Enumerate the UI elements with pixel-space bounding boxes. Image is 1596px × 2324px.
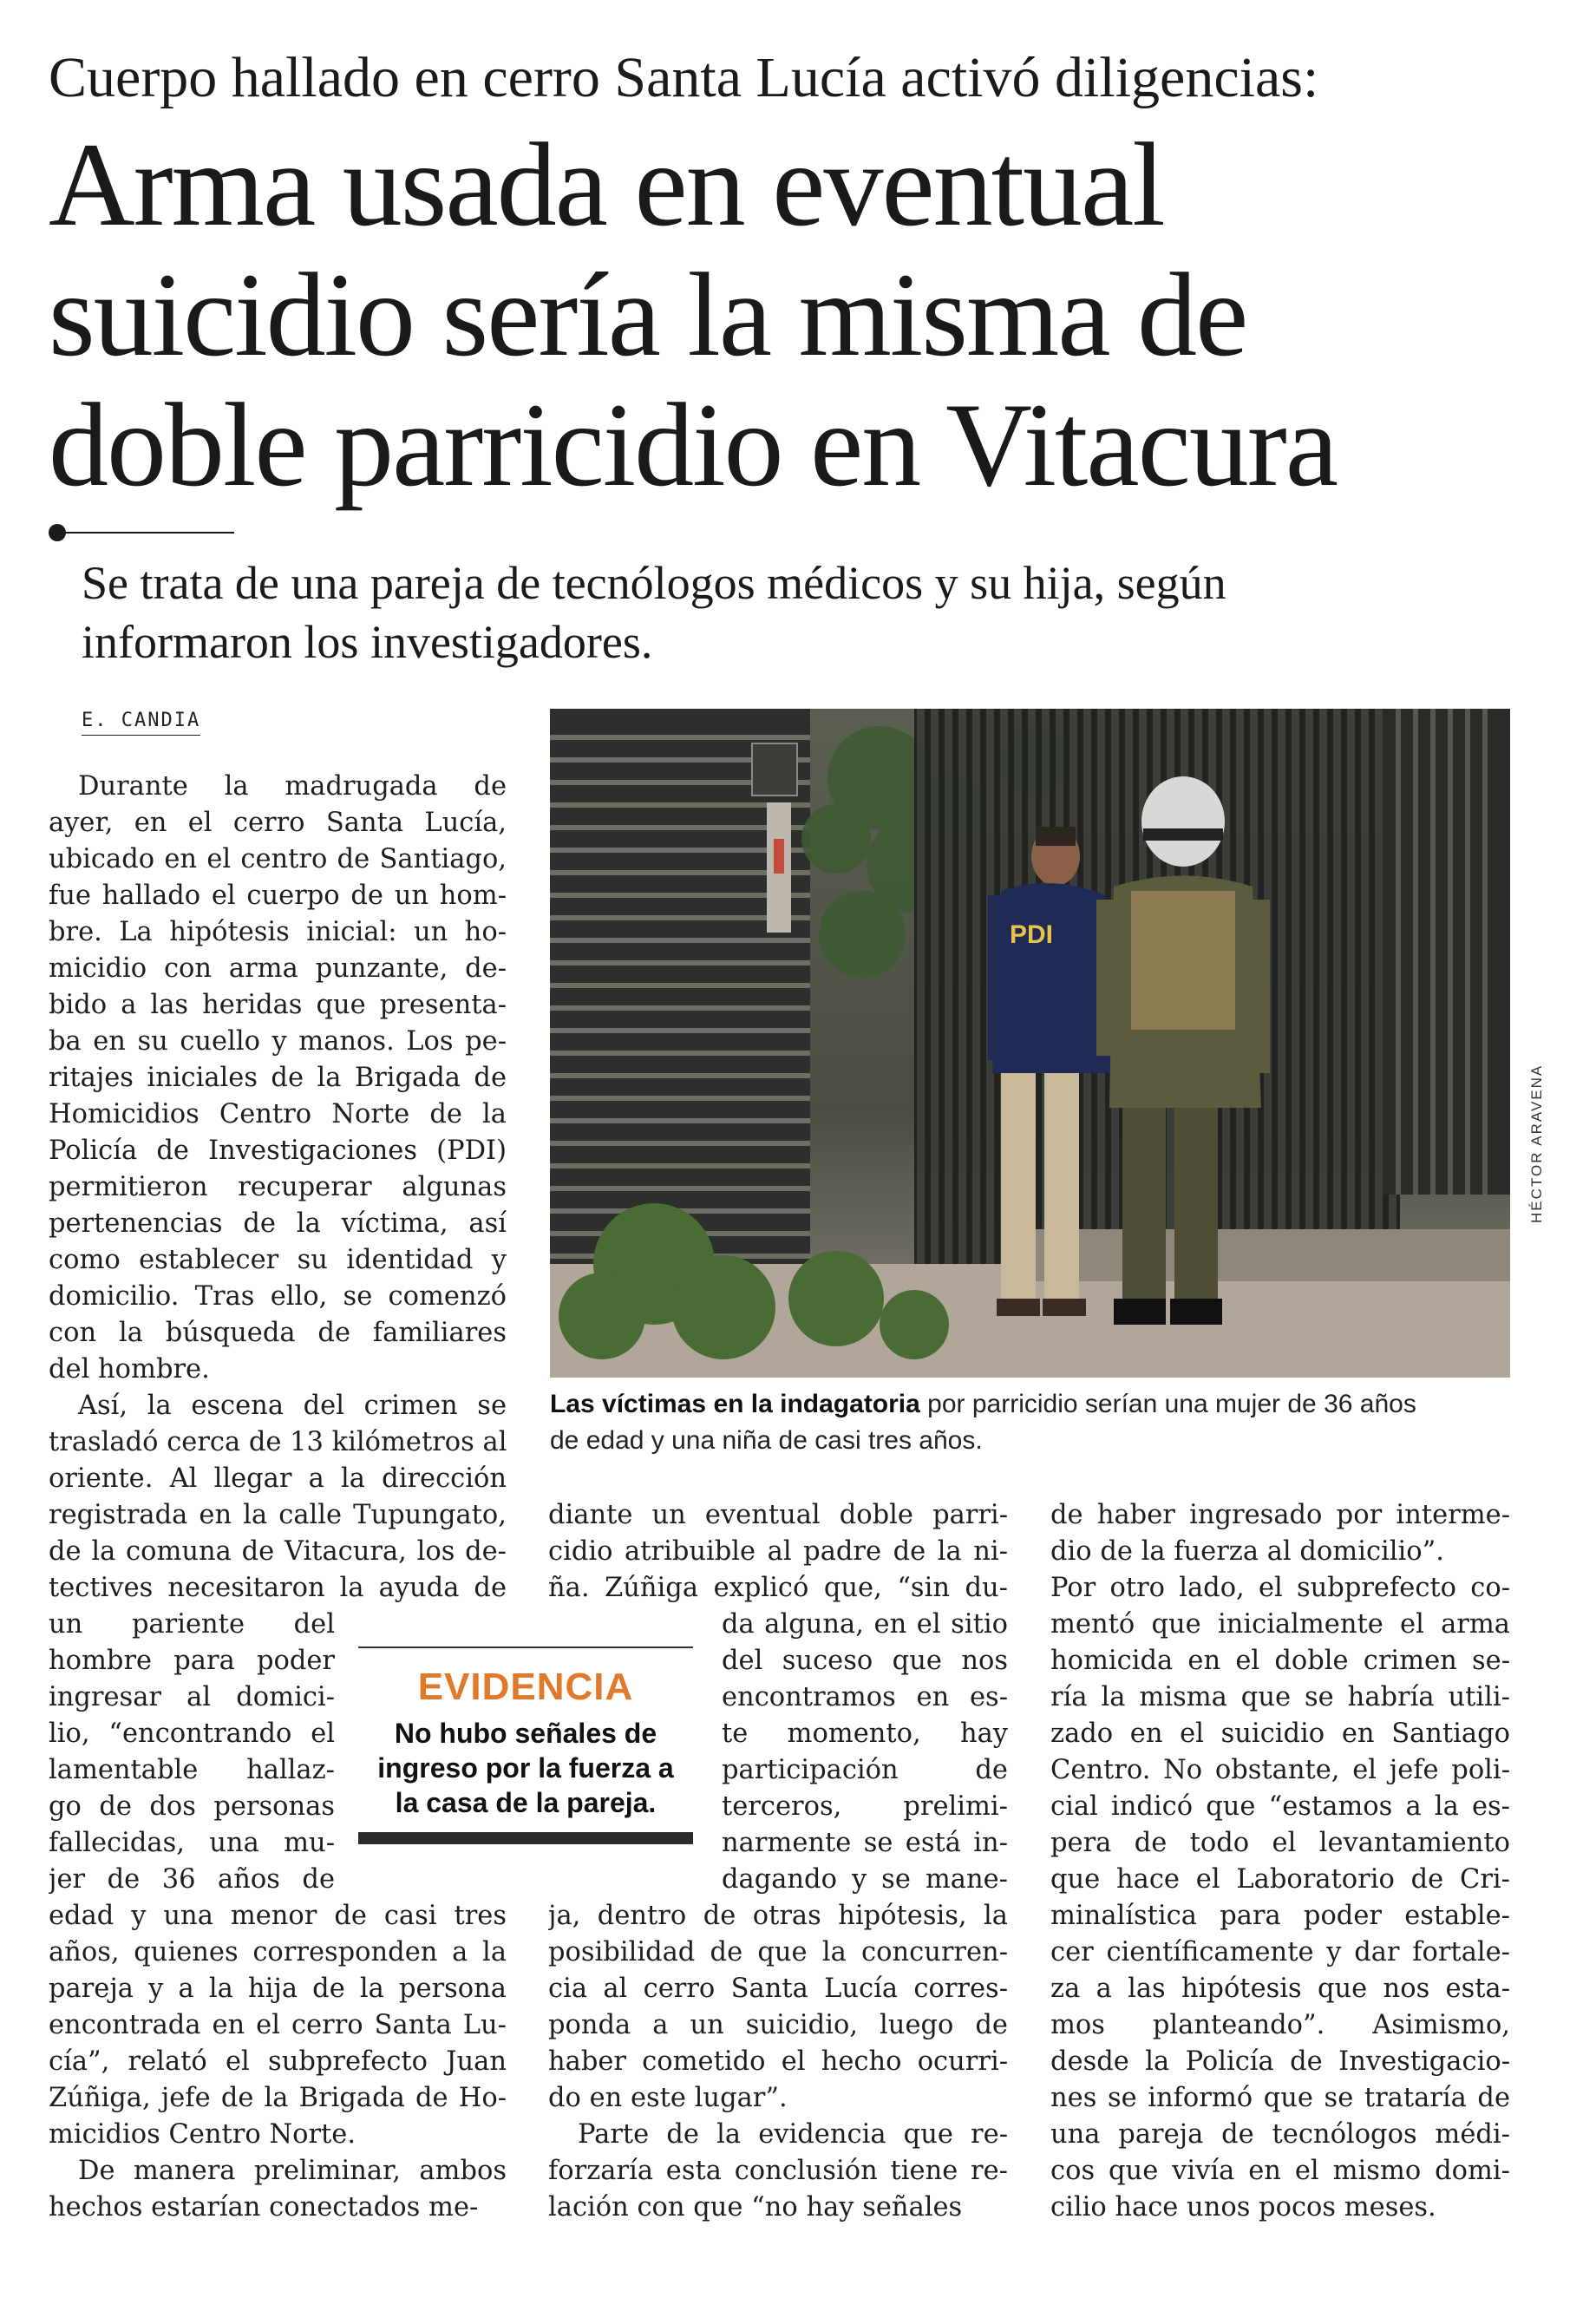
body-line: cial indicó que “estamos a la es- [1050, 1791, 1510, 1822]
photo-credit: HÉCTOR ARAVENA [1528, 1064, 1545, 1223]
callout-line: No hubo señales de [394, 1718, 657, 1749]
body-line: ña. Zúñiga explicó que, “sin du- [548, 1573, 1008, 1603]
body-line: encontramos en es- [722, 1682, 1008, 1712]
body-line: pera de todo el levantamiento [1050, 1828, 1510, 1858]
body-line: permitieron recuperar algunas [49, 1172, 507, 1202]
body-line: trasladó cerca de 13 kilómetros al [49, 1427, 507, 1457]
body-line: lación con que “no hay señales [548, 2192, 963, 2223]
article-photo [550, 709, 1510, 1378]
deck-line: Se trata de una pareja de tecnólogos médicos y su hija, según [82, 557, 1226, 609]
body-line: oriente. Al llegar a la dirección [49, 1463, 507, 1494]
body-line: cia al cerro Santa Lucía corres- [548, 1974, 1008, 2004]
body-line: micidio con arma punzante, de- [49, 953, 507, 984]
photo-caption [550, 1386, 1513, 1459]
body-line: domicilio. Tras ello, se comenzó [49, 1281, 507, 1312]
body-line: Por otro lado, el subprefecto co- [1050, 1573, 1510, 1603]
body-line: edad y una menor de casi tres [49, 1901, 507, 1931]
body-line: encontrada en el cerro Santa Lu- [49, 2010, 507, 2040]
body-line: fallecidas, una mu- [49, 1828, 335, 1858]
body-line: tectives necesitaron la ayuda de [49, 1573, 507, 1603]
body-line: mentó que inicialmente el arma [1050, 1609, 1510, 1640]
body-line: participación de [722, 1755, 1008, 1785]
callout-top-rule [358, 1646, 693, 1648]
callout-line: ingreso por la fuerza a [377, 1752, 674, 1784]
body-line: dagando y se mane- [722, 1864, 1008, 1895]
headline-line: doble parricidio en Vitacura [49, 378, 1338, 511]
body-line: desde la Policía de Investigacio- [1050, 2046, 1510, 2077]
body-line: mos planteando”. Asimismo, [1050, 2010, 1510, 2040]
body-line: lamentable hallaz- [49, 1755, 335, 1785]
body-line: cidio atribuible al padre de la ni- [548, 1536, 1008, 1567]
body-line: diante un eventual doble parri- [548, 1500, 1008, 1530]
body-line: ingresar al domici- [49, 1682, 335, 1712]
body-line: hombre para poder [49, 1646, 335, 1676]
body-line: años, quienes corresponden a la [49, 1937, 507, 1967]
body-column-2 [548, 1497, 1008, 2226]
body-line: una pareja de tecnólogos médi- [1050, 2119, 1510, 2150]
callout-bottom-bar [358, 1832, 693, 1844]
body-line: como establecer su identidad y [49, 1245, 507, 1275]
kicker: Cuerpo hallado en cerro Santa Lucía activó diligencias: [49, 46, 1319, 109]
body-line: cilio hace unos pocos meses. [1050, 2192, 1436, 2223]
headline [49, 120, 1575, 510]
body-line: te momento, hay [722, 1718, 1008, 1749]
deck [82, 553, 1556, 671]
body-line: forzaría esta conclusión tiene re- [548, 2156, 1008, 2186]
headline-line: Arma usada en eventual [49, 118, 1164, 251]
body-line: pertenencias de la víctima, así [49, 1208, 507, 1239]
body-line: pareja y a la hija de la persona [49, 1974, 507, 2004]
body-line: Homicidios Centro Norte de la [49, 1099, 507, 1129]
body-line: bre. La hipótesis inicial: un ho- [49, 917, 507, 947]
body-line: de la comuna de Vitacura, los de- [49, 1536, 507, 1567]
caption-line [550, 1386, 1513, 1423]
body-line: registrada en la calle Tupungato, [49, 1500, 507, 1530]
vest-label: PDI [1010, 920, 1054, 949]
body-line: que hace el Laboratorio de Cri- [1050, 1864, 1510, 1895]
body-line: ritajes iniciales de la Brigada de [49, 1063, 507, 1093]
body-line: cos que vivía en el mismo domi- [1050, 2156, 1510, 2186]
evidence-callout [358, 1646, 693, 1848]
callout-line: la casa de la pareja. [395, 1787, 657, 1818]
body-line: Centro. No obstante, el jefe poli- [1050, 1755, 1510, 1785]
body-line: jer de 36 años de [49, 1864, 335, 1895]
body-line: bido a las heridas que presenta- [49, 990, 507, 1020]
body-line: go de dos personas [49, 1791, 335, 1822]
body-line: Durante la madrugada de [78, 771, 507, 802]
body-line: terceros, prelimi- [722, 1791, 1008, 1822]
body-line: da alguna, en el sitio [722, 1609, 1008, 1640]
body-line: Policía de Investigaciones (PDI) [49, 1136, 507, 1166]
body-line: za a las hipótesis que nos esta- [1050, 1974, 1510, 2004]
body-line: lio, “encontrando el [49, 1718, 335, 1749]
body-line: micidios Centro Norte. [49, 2119, 356, 2150]
caption-line: de edad y una niña de casi tres años. [550, 1426, 983, 1455]
body-line: ayer, en el cerro Santa Lucía, [49, 808, 507, 838]
byline: E. CANDIA [82, 710, 200, 736]
body-line: hechos estarían conectados me- [49, 2192, 479, 2223]
body-line: homicida en el doble crimen se- [1050, 1646, 1510, 1676]
body-line: del suceso que nos [722, 1646, 1008, 1676]
body-line: do en este lugar”. [548, 2083, 788, 2113]
body-column-3 [1050, 1497, 1510, 2226]
body-column-1 [49, 769, 507, 2226]
bullet-dot-icon [49, 524, 66, 541]
body-line: fue hallado el cuerpo de un hom- [49, 881, 507, 911]
body-line: Zúñiga, jefe de la Brigada de Ho- [49, 2083, 507, 2113]
body-line: narmente se está in- [722, 1828, 1008, 1858]
body-line: haber cometido el hecho ocurri- [548, 2046, 1008, 2077]
body-line: ja, dentro de otras hipótesis, la [548, 1901, 1008, 1931]
body-line: minalística para poder estable- [1050, 1901, 1510, 1931]
body-line: ría la misma que se habría utili- [1050, 1682, 1510, 1712]
body-line: del hombre. [49, 1354, 210, 1385]
body-line: cía”, relató el subprefecto Juan [49, 2046, 507, 2077]
caption-text: por parricidio serían una mujer de 36 años [919, 1390, 1416, 1418]
caption-lead: Las víctimas en la indagatoria [550, 1390, 920, 1418]
divider [64, 532, 234, 534]
body-line: ba en su cuello y manos. Los pe- [49, 1026, 507, 1057]
photo-illustration [550, 709, 1510, 1378]
callout-body [358, 1716, 693, 1820]
body-line: dio de la fuerza al domicilio”. [1050, 1536, 1444, 1567]
body-line: Así, la escena del crimen se [78, 1391, 507, 1421]
body-line: Parte de la evidencia que re- [578, 2119, 1008, 2150]
body-line: posibilidad de que la concurren- [548, 1937, 1008, 1967]
callout-title: EVIDENCIA [417, 1666, 634, 1708]
body-line: nes se informó que se trataría de [1050, 2083, 1510, 2113]
body-line: ubicado en el centro de Santiago, [49, 844, 507, 874]
body-line: con la búsqueda de familiares [49, 1318, 507, 1348]
body-line: cer científicamente y dar fortale- [1050, 1937, 1510, 1967]
body-line: ponda a un suicidio, luego de [548, 2010, 1008, 2040]
body-line: De manera preliminar, ambos [78, 2156, 507, 2186]
deck-line: informaron los investigadores. [82, 616, 653, 668]
headline-line: suicidio sería la misma de [49, 248, 1247, 381]
body-line: zado en el suicidio en Santiago [1050, 1718, 1510, 1749]
body-line: de haber ingresado por interme- [1050, 1500, 1510, 1530]
body-line: un pariente del [49, 1609, 335, 1640]
